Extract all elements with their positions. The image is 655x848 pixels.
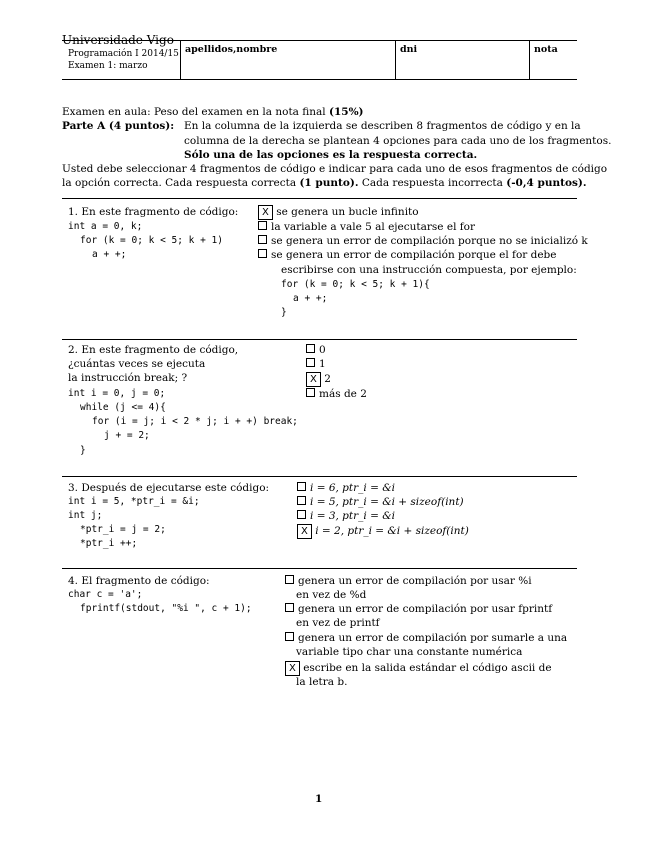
checkbox[interactable]	[306, 344, 315, 353]
q4-title: 4. El fragmento de código:	[68, 575, 210, 587]
checkbox[interactable]	[258, 235, 267, 244]
q1-title: 1. En este fragmento de código:	[68, 206, 239, 218]
checkbox[interactable]	[306, 358, 315, 367]
q3-code-line: int j;	[68, 510, 103, 521]
checkbox[interactable]	[297, 510, 306, 519]
q1-option-4-code: a + +;	[293, 293, 328, 304]
answer-mark[interactable]: X	[285, 661, 300, 676]
q1-option-4-cont: escribirse con una instrucción compuesta, por ejemplo:	[281, 264, 577, 276]
course-label: Programación I 2014/15	[68, 49, 179, 59]
q2-code-line: int i = 0, j = 0;	[68, 388, 166, 399]
page-number: 1	[315, 793, 323, 805]
exam-label: Examen 1: marzo	[68, 61, 148, 71]
divider	[62, 476, 577, 477]
parte-label: Parte A (4 puntos):	[62, 120, 175, 132]
q1-option-2[interactable]: la variable a vale 5 al ejecutarse el for	[258, 221, 475, 233]
q1-option-4[interactable]: se genera un error de compilación porque el for debe	[258, 249, 557, 261]
checkbox[interactable]	[258, 249, 267, 258]
divider	[62, 198, 577, 199]
parte-text-2: columna de la derecha se plantean 4 opciones para cada uno de los fragmentos.	[184, 135, 612, 147]
q4-option-3[interactable]: genera un error de compilación por sumarle a una	[285, 632, 567, 644]
checkbox[interactable]	[285, 575, 294, 584]
divider	[62, 339, 577, 340]
divider	[62, 568, 577, 569]
name-field[interactable]: apellidos,nombre	[180, 41, 395, 79]
q2-title: ¿cuántas veces se ejecuta	[68, 358, 206, 370]
instructions-2: la opción correcta. Cada respuesta correcta (1 punto). Cada respuesta incorrecta (-0,4 puntos).	[62, 177, 587, 189]
q3-option-4[interactable]: X i = 2, ptr_i = &i + sizeof(int)	[297, 524, 469, 539]
grade-field[interactable]: nota	[529, 41, 577, 79]
checkbox[interactable]	[297, 482, 306, 491]
q4-option-1-cont: en vez de %d	[296, 589, 367, 601]
q3-option-1[interactable]: i = 6, ptr_i = &i	[297, 482, 395, 494]
q4-option-2[interactable]: genera un error de compilación por usar fprintf	[285, 603, 552, 615]
q1-option-4-code: }	[281, 307, 287, 318]
checkbox[interactable]	[297, 496, 306, 505]
intro-weight: Examen en aula: Peso del examen en la nota final (15%)	[62, 106, 364, 118]
q2-option-3[interactable]: X 2	[306, 372, 331, 387]
q2-code-line: j + = 2;	[104, 430, 150, 441]
q3-option-2[interactable]: i = 5, ptr_i = &i + sizeof(int)	[297, 496, 464, 508]
university-logo: Universidade Vigo	[62, 33, 174, 47]
q2-code-line: for (i = j; i < 2 * j; i + +) break;	[92, 416, 298, 427]
q4-option-2-cont: en vez de printf	[296, 617, 380, 629]
instructions-1: Usted debe seleccionar 4 fragmentos de código e indicar para cada uno de esos fragmentos de código	[62, 163, 608, 175]
q2-code-line: while (j <= 4){	[80, 402, 166, 413]
q2-option-4[interactable]: más de 2	[306, 388, 367, 400]
q1-option-3[interactable]: se genera un error de compilación porque no se inicializó k	[258, 235, 588, 247]
answer-mark[interactable]: X	[258, 205, 273, 220]
q1-option-1[interactable]: X se genera un bucle infinito	[258, 205, 419, 220]
q3-title: 3. Después de ejecutarse este código:	[68, 482, 270, 494]
checkbox[interactable]	[258, 221, 267, 230]
q4-code-line: fprintf(stdout, "%i ", c + 1);	[80, 603, 252, 614]
checkbox[interactable]	[285, 632, 294, 641]
q3-option-3[interactable]: i = 3, ptr_i = &i	[297, 510, 395, 522]
checkbox[interactable]	[306, 388, 315, 397]
q3-code-line: *ptr_i ++;	[80, 538, 138, 549]
answer-mark[interactable]: X	[297, 524, 312, 539]
q2-option-2[interactable]: 1	[306, 358, 326, 370]
q3-code-line: int i = 5, *ptr_i = &i;	[68, 496, 200, 507]
q3-code-line: *ptr_i = j = 2;	[80, 524, 166, 535]
q2-code-line: }	[80, 445, 86, 456]
q2-title: 2. En este fragmento de código,	[68, 344, 239, 356]
q4-option-3-cont: variable tipo char una constante numérica	[296, 646, 523, 658]
parte-text-bold: Sólo una de las opciones es la respuesta correcta.	[184, 149, 478, 161]
q1-code-line: int a = 0, k;	[68, 221, 143, 232]
q4-code-line: char c = 'a';	[68, 589, 143, 600]
q1-code-line: a + +;	[92, 249, 127, 260]
answer-mark[interactable]: X	[306, 372, 321, 387]
q4-option-1[interactable]: genera un error de compilación por usar %i	[285, 575, 532, 587]
q2-title: la instrucción break; ?	[68, 372, 188, 384]
parte-text-1: En la columna de la izquierda se describen 8 fragmentos de código y en la	[184, 120, 581, 132]
checkbox[interactable]	[285, 603, 294, 612]
q4-option-4[interactable]: X escribe en la salida estándar el código ascii de	[285, 661, 552, 676]
student-info-table	[62, 40, 577, 80]
q2-option-1[interactable]: 0	[306, 344, 326, 356]
q1-option-4-code: for (k = 0; k < 5; k + 1){	[281, 279, 430, 290]
q4-option-4-cont: la letra b.	[296, 676, 348, 688]
q1-code-line: for (k = 0; k < 5; k + 1)	[80, 235, 223, 246]
dni-field[interactable]: dni	[395, 41, 529, 79]
